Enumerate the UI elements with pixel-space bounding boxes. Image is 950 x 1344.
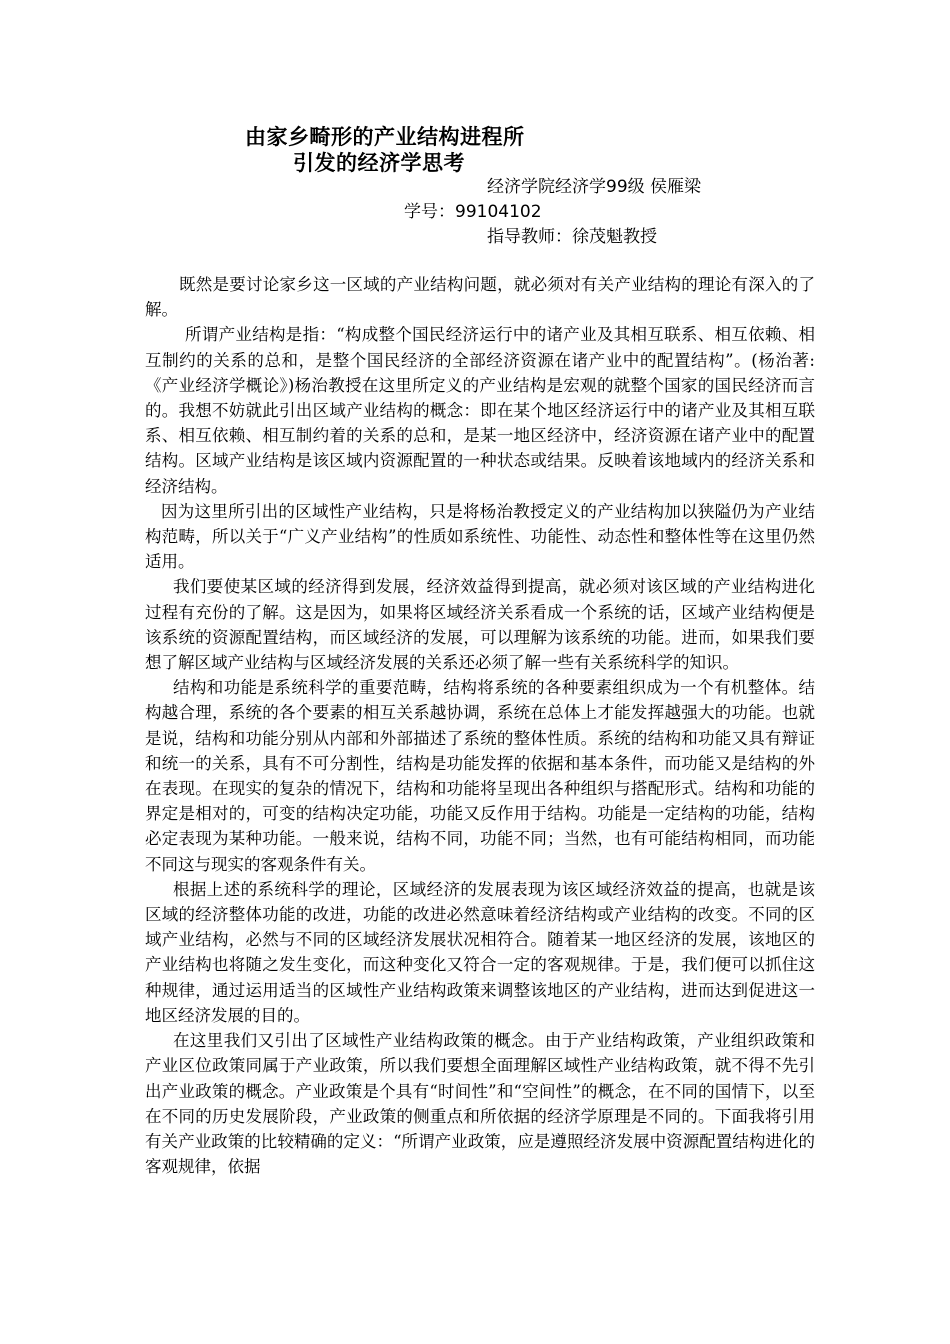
author-name: 级 侯雁梁 (627, 177, 702, 197)
paragraph-7: 在这里我们又引出了区域性产业结构政策的概念。由于产业结构政策，产业组织政策和产业区位政策同属于产业政策，所以我们要想全面理解区域性产业结构政策，就不得不先引出产业政策的概念。产业政策是个具有“时间性”和“空间性”的概念，在不同的国情下，以至在不同的历史发展阶段，产业政策的侧重点和所依据的经济学原理是不同的。下面我将引用有关产业政策的比较精确的定义：“所谓产业政策，应是遵照经济发展中资源配置结构进化的客观规律，依据 (145, 1031, 815, 1177)
paragraph-5: 结构和功能是系统科学的重要范畴，结构将系统的各种要素组织成为一个有机整体。结构越合理，系统的各个要素的相互关系越协调，系统在总体上才能发挥越强大的功能。也就是说，结构和功能分别从内部和外部描述了系统的整体性质。系统的结构和功能又具有辩证和统一的关系，具有不可分割性，结构是功能发挥的依据和基本条件，而功能又是结构的外在表现。在现实的复杂的情况下，结构和功能将呈现出各种组织与搭配形式。结构和功能的界定是相对的，可变的结构决定功能，功能又反作用于结构。功能是一定结构的功能，结构必定表现为某种功能。一般来说，结构不同，功能不同；当然，也有可能结构相同，而功能不同这与现实的客观条件有关。 (145, 678, 815, 874)
student-id-label: 学号： (404, 202, 455, 222)
paragraph-2: 所谓产业结构是指：“构成整个国民经济运行中的诸产业及其相互联系、相互依赖、相互制约的关系的总和，是整个国民经济的全部经济资源在诸产业中的配置结构”。(杨治著:《产业经济学概论》)杨治教授在这里所定义的产业结构是宏观的就整个国家的国民经济而言的。我想不妨就此引出区域产业结构的概念：即在某个地区经济运行中的诸产业及其相互联系、相互依赖、相互制约着的关系的总和，是某一地区经济中，经济资源在诸产业中的配置结构。区域产业结构是该区域内资源配置的一种状态或结果。反映着该地域内的经济关系和经济结构。 (145, 325, 815, 496)
document-title-line-1: 由家乡畸形的产业结构进程所 (245, 125, 525, 149)
author-department: 经济学院经济学 (487, 177, 606, 197)
student-id-line (404, 199, 542, 225)
author-grade: 99 (606, 177, 628, 197)
advisor-line: 指导教师：徐茂魁教授 (487, 227, 657, 247)
document-body (145, 272, 815, 1179)
author-line (487, 174, 701, 200)
document-title-line-2: 引发的经济学思考 (293, 151, 465, 175)
student-id-value: 99104102 (455, 202, 542, 222)
paragraph-1: 既然是要讨论家乡这一区域的产业结构问题，就必须对有关产业结构的理论有深入的了解。 (145, 275, 815, 320)
paragraph-3: 因为这里所引出的区域性产业结构，只是将杨治教授定义的产业结构加以狭隘仍为产业结构范畴，所以关于“广义产业结构”的性质如系统性、功能性、动态性和整体性等在这里仍然适用。 (145, 501, 815, 572)
paragraph-4: 我们要使某区域的经济得到发展，经济效益得到提高，就必须对该区域的产业结构进化过程有充份的了解。这是因为，如果将区域经济关系看成一个系统的话，区域产业结构便是该系统的资源配置结构，而区域经济的发展，可以理解为该系统的功能。进而，如果我们要想了解区域产业结构与区域经济发展的关系还必须了解一些有关系统科学的知识。 (145, 577, 815, 673)
paragraph-6: 根据上述的系统科学的理论，区域经济的发展表现为该区域经济效益的提高，也就是该区域的经济整体功能的改进，功能的改进必然意味着经济结构或产业结构的改变。不同的区域产业结构，必然与不同的区域经济发展状况相符合。随着某一地区经济的发展，该地区的产业结构也将随之发生变化，而这种变化又符合一定的客观规律。于是，我们便可以抓住这种规律，通过运用适当的区域性产业结构政策来调整该地区的产业结构，进而达到促进这一地区经济发展的目的。 (145, 879, 815, 1025)
